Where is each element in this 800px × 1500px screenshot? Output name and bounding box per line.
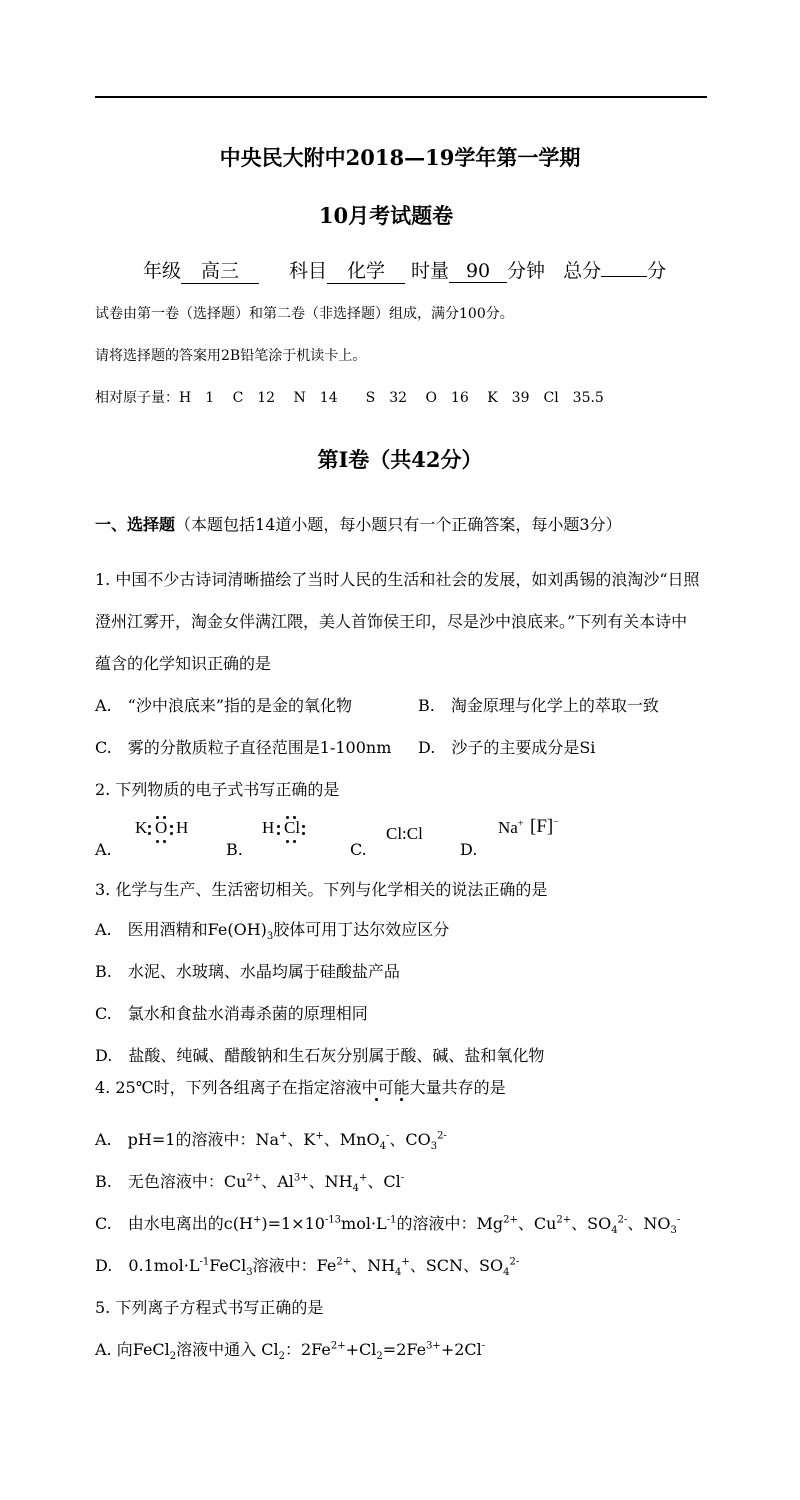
q5-stem: 5. 下列离子方程式书写正确的是 xyxy=(95,1298,324,1317)
q2-d-f: [F]− xyxy=(530,816,559,837)
total-unit: 分 xyxy=(647,260,667,282)
subject-value: 化学 xyxy=(327,256,405,284)
choice-heading-rest: （本题包括14道小题，每小题只有一个正确答案，每小题3分） xyxy=(175,515,622,534)
q1-stem-line2: 澄州江雾开，淘金女伴满江隈，美人首饰侯王印，尽是沙中浪底来。”下列有关本诗中 xyxy=(95,612,688,631)
q4-option-d: D. $0.1mol\cdot L^{-1}FeCl_3$溶液中：$Fe^{2+}$、$NH_4^+$、SCN、$SO_4^{2-}$ xyxy=(95,1256,520,1279)
q2-label-d: D. xyxy=(460,840,478,859)
top-rule xyxy=(95,96,707,98)
q2-a-o: O xyxy=(155,818,168,837)
time-value: 90 xyxy=(449,260,507,283)
q2-a-colon xyxy=(148,823,151,837)
note-composition: 试卷由第一卷（选择题）和第二卷（非选择题）组成，满分100分。 xyxy=(95,306,514,322)
q3-stem: 3. 化学与生产、生活密切相关。下列与化学相关的说法正确的是 xyxy=(95,880,548,899)
q2-b-dot xyxy=(286,840,289,843)
time-label: 时量 xyxy=(411,260,450,282)
q2-formula-c: Cl:Cl xyxy=(386,824,423,843)
exam-subtitle: 10月考试题卷 xyxy=(318,203,454,228)
q2-label-c: C. xyxy=(350,840,367,859)
q2-a-dot xyxy=(163,840,166,843)
subject-label: 科目 xyxy=(289,260,328,282)
q2-a-dot xyxy=(156,840,159,843)
grade-label: 年级 xyxy=(143,260,182,282)
q4-stem: 4. 25℃时，下列各组离子在指定溶液中可能大量共存的是 xyxy=(95,1078,506,1097)
q2-b-colon xyxy=(302,823,305,837)
q2-b-colon xyxy=(277,823,280,837)
q2-a-k: K xyxy=(135,818,148,837)
q2-stem: 2. 下列物质的电子式书写正确的是 xyxy=(95,780,340,799)
emphasis-dot xyxy=(375,1098,378,1101)
q3-option-c: C. 氯水和食盐水消毒杀菌的原理相同 xyxy=(95,1004,368,1023)
q2-b-cl: Cl xyxy=(284,818,301,837)
q3-option-a: A. 医用酒精和$Fe(OH)_3$胶体可用丁达尔效应区分 xyxy=(95,920,450,943)
q3-option-d: D. 盐酸、纯碱、醋酸钠和生石灰分别属于酸、碱、盐和氧化物 xyxy=(95,1046,545,1065)
q2-label-b: B. xyxy=(226,840,243,859)
q1-stem-line3: 蕴含的化学知识正确的是 xyxy=(95,654,272,673)
choice-heading xyxy=(95,512,622,535)
note-atomic-masses: 相对原子量：H 1 C 12 N 14 S 32 O 16 K 39 Cl 35.5 xyxy=(95,390,604,406)
time-unit: 分钟 xyxy=(507,260,546,282)
q2-b-dot xyxy=(293,840,296,843)
exam-title: 中央民大附中2018—19学年第一学期 xyxy=(219,145,581,170)
q2-label-a: A. xyxy=(95,840,112,859)
q3-option-b: B. 水泥、水玻璃、水晶均属于硅酸盐产品 xyxy=(95,962,400,981)
section-title: 第I卷（共42分） xyxy=(317,447,483,472)
q2-a-h: H xyxy=(176,818,189,837)
q2-d-na: Na+ xyxy=(498,818,524,837)
q5-option-a: A. 向FeCl$_2$溶液中通入 $Cl_2$：$2Fe^{2+}+Cl_2=2Fe^{3+}+2Cl^-$ xyxy=(95,1340,486,1363)
choice-heading-bold: 一、选择题 xyxy=(95,515,176,534)
q1-stem-line1: 1. 中国不少古诗词清晰描绘了当时人民的生活和社会的发展，如刘禹锡的浪淘沙“日照 xyxy=(95,570,700,589)
q1-option-b: B. 淘金原理与化学上的萃取一致 xyxy=(418,696,659,715)
q2-b-h: H xyxy=(262,818,275,837)
q4-option-a: A. pH=1的溶液中：Na+、K+、MnO$_4$-、$CO_3^{2-}$ xyxy=(95,1130,447,1153)
total-label: 总分 xyxy=(563,260,602,282)
q1-option-d: D. 沙子的主要成分是Si xyxy=(418,738,596,757)
q1-option-c: C. 雾的分散质粒子直径范围是1-100nm xyxy=(95,738,392,757)
grade-value: 高三 xyxy=(181,256,259,284)
q1-option-a: A. “沙中浪底来”指的是金的氧化物 xyxy=(95,696,353,715)
q4-option-b: B. 无色溶液中：$Cu^{2+}$、$Al^{3+}$、$NH_4^+$、Cl- xyxy=(95,1172,405,1195)
q2-a-colon xyxy=(170,823,173,837)
exam-info-line xyxy=(143,256,666,284)
note-answer-sheet: 请将选择题的答案用2B铅笔涂于机读卡上。 xyxy=(95,348,367,364)
total-value xyxy=(601,276,647,277)
emphasis-dot xyxy=(400,1098,403,1101)
q4-option-c: C. 由水电离出的$c(H^+)=1\times 10^{-13}mol\cdot L^{-1}$的溶液中：$Mg^{2+}$、$Cu^{2+}$、$SO_4^{2-}$、$NO_3^-$ xyxy=(95,1214,681,1237)
